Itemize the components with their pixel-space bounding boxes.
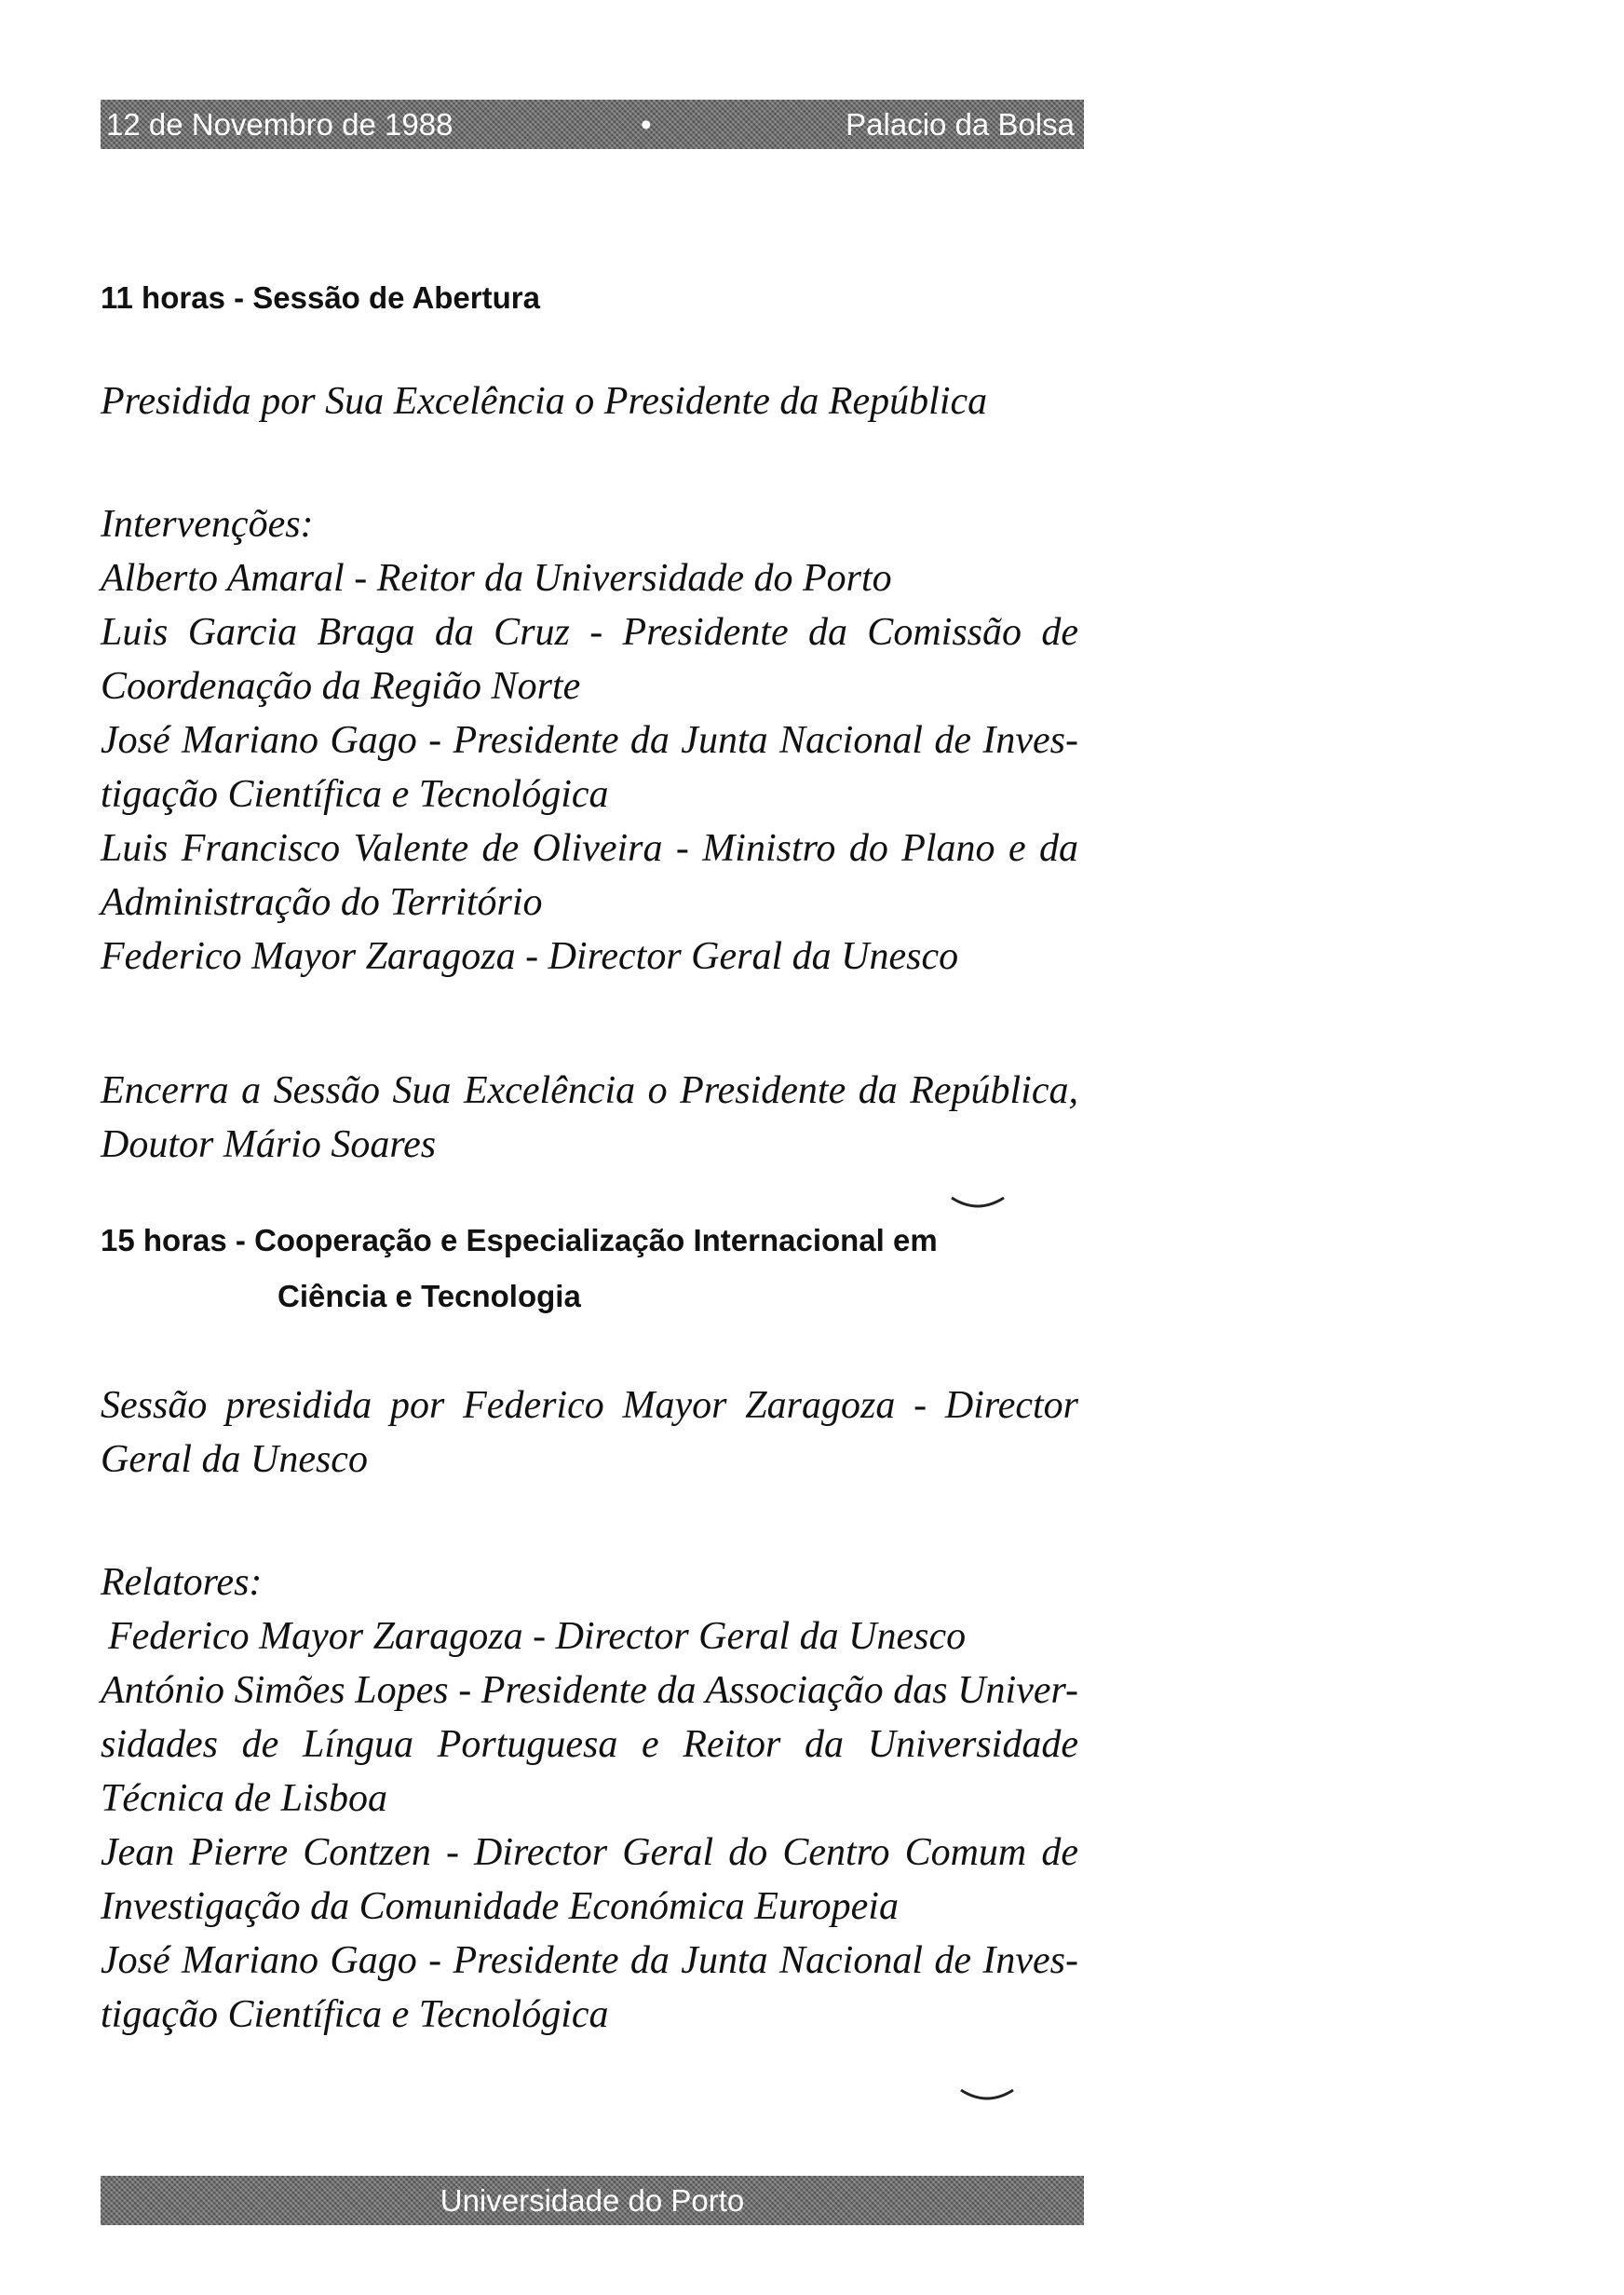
afternoon-heading-line-2: Ciência e Tecnologia	[277, 1279, 581, 1313]
curved-mark-icon	[950, 1194, 1008, 1213]
rapporteurs	[101, 1555, 1078, 2042]
opening-closing-note	[101, 1064, 1078, 1172]
footer-band	[101, 2176, 1084, 2225]
speaker-entry: Luis Garcia Braga da Cruz - Presidente da Comissão de	[101, 611, 1078, 654]
closing-line: Encerra a Sessão Sua Excelência o Presidente da República,	[101, 1069, 1078, 1112]
footer-institution: Universidade do Porto	[440, 2183, 745, 2218]
opening-speakers	[101, 497, 1078, 984]
speakers-label: Intervenções:	[101, 503, 314, 546]
afternoon-chair-line: Geral da Unesco	[101, 1438, 368, 1481]
header-band	[101, 100, 1084, 149]
opening-session-heading: 11 horas - Sessão de Abertura	[101, 280, 540, 315]
event-date: 12 de Novembro de 1988	[106, 107, 453, 142]
rapporteur-entry-cont: Técnica de Lisboa	[101, 1777, 387, 1820]
speaker-entry: Luis Francisco Valente de Oliveira - Ministro do Plano e da	[101, 827, 1078, 870]
rapporteur-entry: José Mariano Gago - Presidente da Junta Nacional de Inves-	[101, 1939, 1078, 1982]
rapporteurs-label: Relatores:	[101, 1561, 263, 1604]
afternoon-chair-line: Sessão presidida por Federico Mayor Zaragoza - Director	[101, 1384, 1078, 1427]
afternoon-session-heading	[101, 1213, 938, 1324]
rapporteur-entry-cont: Investigação da Comunidade Económica Europeia	[101, 1885, 899, 1928]
opening-chair	[101, 374, 1078, 428]
rapporteur-entry-cont: tigação Científica e Tecnológica	[101, 1993, 609, 2036]
curved-mark-icon	[959, 2086, 1017, 2105]
rapporteur-entry: Jean Pierre Contzen - Director Geral do Centro Comum de	[101, 1831, 1078, 1874]
speaker-entry-cont: tigação Científica e Tecnológica	[101, 773, 609, 816]
speaker-entry-cont: Coordenação da Região Norte	[101, 665, 581, 708]
separator-dot: •	[641, 107, 652, 142]
speaker-entry-cont: Administração do Território	[101, 881, 543, 924]
rapporteur-entry: António Simões Lopes - Presidente da Associação das Univer-	[101, 1669, 1078, 1712]
opening-chair-text: Presidida por Sua Excelência o Presidente da República	[101, 380, 988, 423]
speaker-entry: Alberto Amaral - Reitor da Universidade do Porto	[101, 557, 892, 600]
speaker-entry: José Mariano Gago - Presidente da Junta Nacional de Inves-	[101, 719, 1078, 762]
rapporteur-entry: Federico Mayor Zaragoza - Director Geral da Unesco	[108, 1615, 967, 1658]
event-venue: Palacio da Bolsa	[846, 107, 1075, 142]
afternoon-heading-line: 15 horas - Cooperação e Especialização Internacional em	[101, 1223, 938, 1257]
afternoon-chair	[101, 1378, 1078, 1487]
speaker-entry: Federico Mayor Zaragoza - Director Geral da Unesco	[101, 935, 959, 978]
closing-line: Doutor Mário Soares	[101, 1123, 437, 1166]
rapporteur-entry-cont: sidades de Língua Portuguesa e Reitor da Universidade	[101, 1723, 1078, 1766]
